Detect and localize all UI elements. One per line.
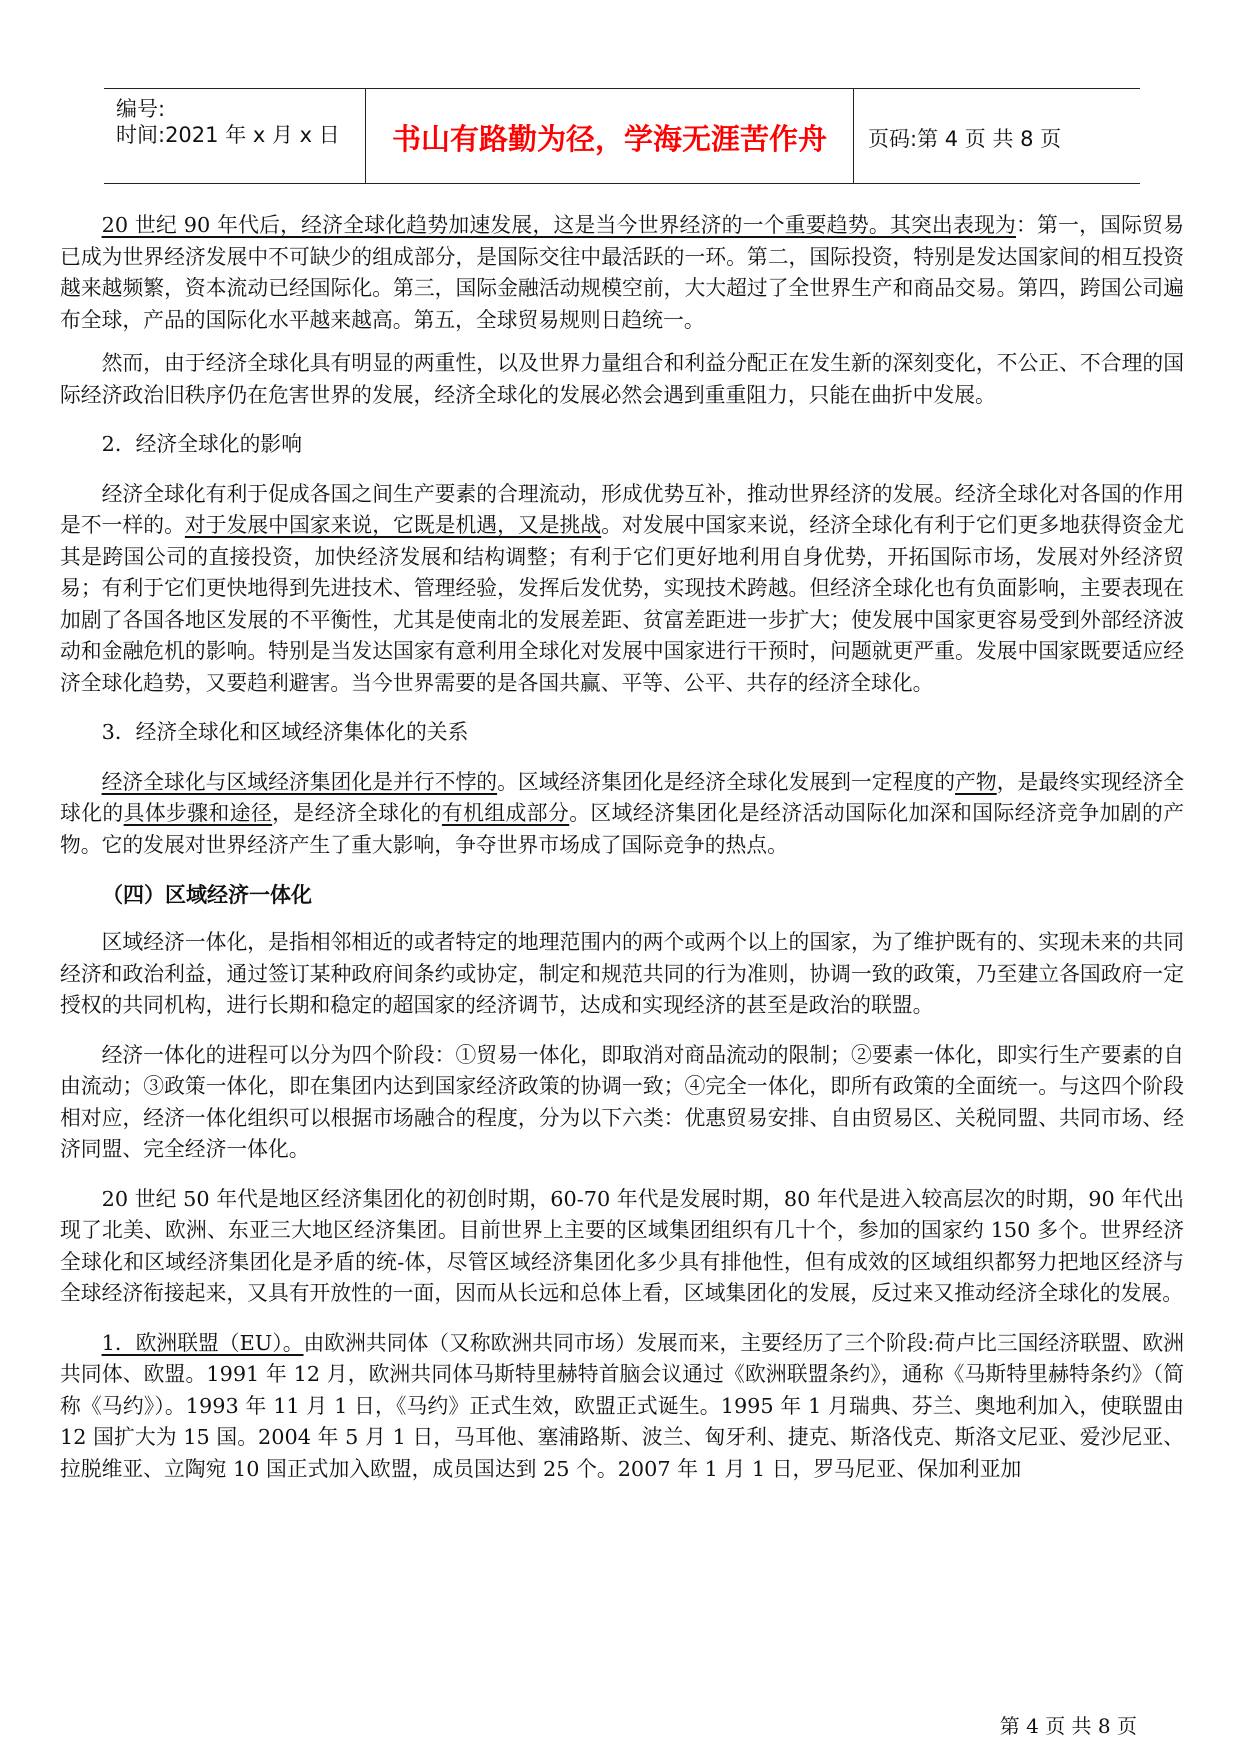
- header-motto-cell: [366, 89, 854, 183]
- paragraph-european-union: 1．欧洲联盟（EU）。由欧洲共同体（又称欧洲共同市场）发展而来，主要经历了三个阶段:荷卢比三国经济联盟、欧洲共同体、欧盟。1991 年 12 月，欧洲共同体马斯特里赫特首脑会议通过《欧洲联盟条约》，通称《马斯特里赫特条约》（简称《马约》）。1993 年 11 月 1 日，《马约》正式生效，欧盟正式诞生。1995 年 1 月瑞典、芬兰、奥地利加入，使联盟由 12 国扩大为 15 国。2004 年 5 月 1 日，马耳他、塞浦路斯、波兰、匈牙利、捷克、斯洛伐克、斯洛文尼亚、爱沙尼亚、拉脱维亚、立陶宛 10 国正式加入欧盟，成员国达到 25 个。2007 年 1 月 1 日，罗马尼亚、保加利亚加: [60, 1330, 1184, 1481]
- paragraph-relationship: 经济全球化与区域经济集团化是并行不悖的。区域经济集团化是经济全球化发展到一定程度的产物，是最终实现经济全球化的具体步骤和途径，是经济全球化的有机组成部分。区域经济集团化是经济活动国际化加深和国际经济竞争加剧的产物。它的发展对世界经济产生了重大影响，争夺世界市场成了国际竞争的热点。: [60, 769, 1185, 857]
- underlined-phrase: 产物: [955, 769, 997, 794]
- subheading-relationship: 3．经济全球化和区域经济集体化的关系: [101, 720, 469, 744]
- underlined-phrase: 1．欧洲联盟（EU）。: [101, 1330, 304, 1355]
- paragraph-regional-integration-definition: 区域经济一体化，是指相邻相近的或者特定的地理范围内的两个或两个以上的国家，为了维护既有的、实现未来的共同经济和政治利益，通过签订某种政府间条约或协定，制定和规范共同的行为准则，协调一致的政策，乃至建立各国政府一定授权的共同机构，进行长期和稳定的超国家的经济调节，达成和实现经济的甚至是政治的联盟。: [60, 930, 1184, 1017]
- section-heading: （四）区域经济一体化: [102, 883, 312, 907]
- paragraph-globalization-trend: 20 世纪 90 年代后，经济全球化趋势加速发展，这是当今世界经济的一个重要趋势。其突出表现为：第一，国际贸易已成为世界经济发展中不可缺少的组成部分，是国际交往中最活跃的一环。第二，国际投资，特别是发达国家间的相互投资越来越频繁，资本流动已经国际化。第三，国际金融活动规模空前，大大超过了全世界生产和商品交易。第四，跨国公司遍布全球，产品的国际化水平越来越高。第五，全球贸易规则日趋统一。: [60, 213, 1185, 332]
- page-header: [104, 88, 1140, 184]
- underlined-phrase: 经济全球化与区域经济集团化是并行不悖的: [101, 769, 498, 794]
- header-page-cell: [854, 89, 1140, 183]
- document-number-label: 编号:: [116, 97, 166, 121]
- paragraph-integration-stages: 经济一体化的进程可以分为四个阶段：①贸易一体化，即取消对商品流动的限制；②要素一体化，即实行生产要素的自由流动；③政策一体化，即在集团内达到国家经济政策的协调一致；④完全一体化，即所有政策的全面统一。与这四个阶段相对应，经济一体化组织可以根据市场融合的程度，分为以下六类：优惠贸易安排、自由贸易区、关税同盟、共同市场、经济同盟、完全经济一体化。: [60, 1042, 1184, 1161]
- document-time-label: 时间:2021 年 x 月 x 日: [116, 123, 340, 147]
- paragraph-globalization-impact: 经济全球化有利于促成各国之间生产要素的合理流动，形成优势互补，推动世界经济的发展。经济全球化对各国的作用是不一样的。对于发展中国家来说，它既是机遇，又是挑战。对发展中国家来说，经济全球化有利于它们更多地获得资金尤其是跨国公司的直接投资，加快经济发展和结构调整；有利于它们更好地利用自身优势，开拓国际市场，发展对外经济贸易；有利于它们更快地得到先进技术、管理经验，发挥后发优势，实现技术跨越。但经济全球化也有负面影响，主要表现在加剧了各国各地区发展的不平衡性，尤其是使南北的发展差距、贫富差距进一步扩大；使发展中国家更容易受到外部经济波动和金融危机的影响。特别是当发达国家有意利用全球化对发展中国家进行干预时，问题就更严重。发展中国家既要适应经济全球化趋势，又要趋利避害。当今世界需要的是各国共赢、平等、公平、共存的经济全球化。: [60, 481, 1185, 695]
- underlined-phrase: 对于发展中国家来说，它既是机遇，又是挑战: [184, 513, 602, 537]
- underlined-phrase: 有机组成部分: [441, 801, 570, 825]
- subheading-impact: 2．经济全球化的影响: [101, 432, 302, 456]
- underlined-phrase: 20 世纪 90 年代后，经济全球化趋势加速发展，这是当今世界经济的一个重要趋势。其突出表现为: [101, 213, 1017, 237]
- paragraph-regional-history: 20 世纪 50 年代是地区经济集团化的初创时期，60-70 年代是发展时期，80 年代是进入较高层次的时期，90 年代出现了北美、欧洲、东亚三大地区经济集团。目前世界上主要的区域集团组织有几十个，参加的国家约 150 多个。世界经济全球化和区域经济集团化是矛盾的统-体，尽管区域经济集团化多少具有排他性，但有成效的区域组织都努力把地区经济与全球经济衔接起来，又具有开放性的一面，因而从长远和总体上看，区域集团化的发展，反过来又推动经济全球化的发展。: [60, 1186, 1184, 1305]
- header-motto: 书山有路勤为径，学海无涯苦作舟: [391, 122, 827, 156]
- header-meta-cell: [104, 89, 366, 183]
- page-footer-number: 第 4 页 共 8 页: [999, 1714, 1137, 1738]
- document-body: [60, 210, 1184, 1497]
- underlined-phrase: 具体步骤和途径: [123, 801, 273, 825]
- header-page-code: 页码:第 4 页 共 8 页: [868, 127, 1062, 151]
- paragraph-globalization-duality: 然而，由于经济全球化具有明显的两重性，以及世界力量组合和利益分配正在发生新的深刻变化，不公正、不合理的国际经济政治旧秩序仍在危害世界的发展，经济全球化的发展必然会遇到重重阻力，只能在曲折中发展。: [60, 351, 1184, 407]
